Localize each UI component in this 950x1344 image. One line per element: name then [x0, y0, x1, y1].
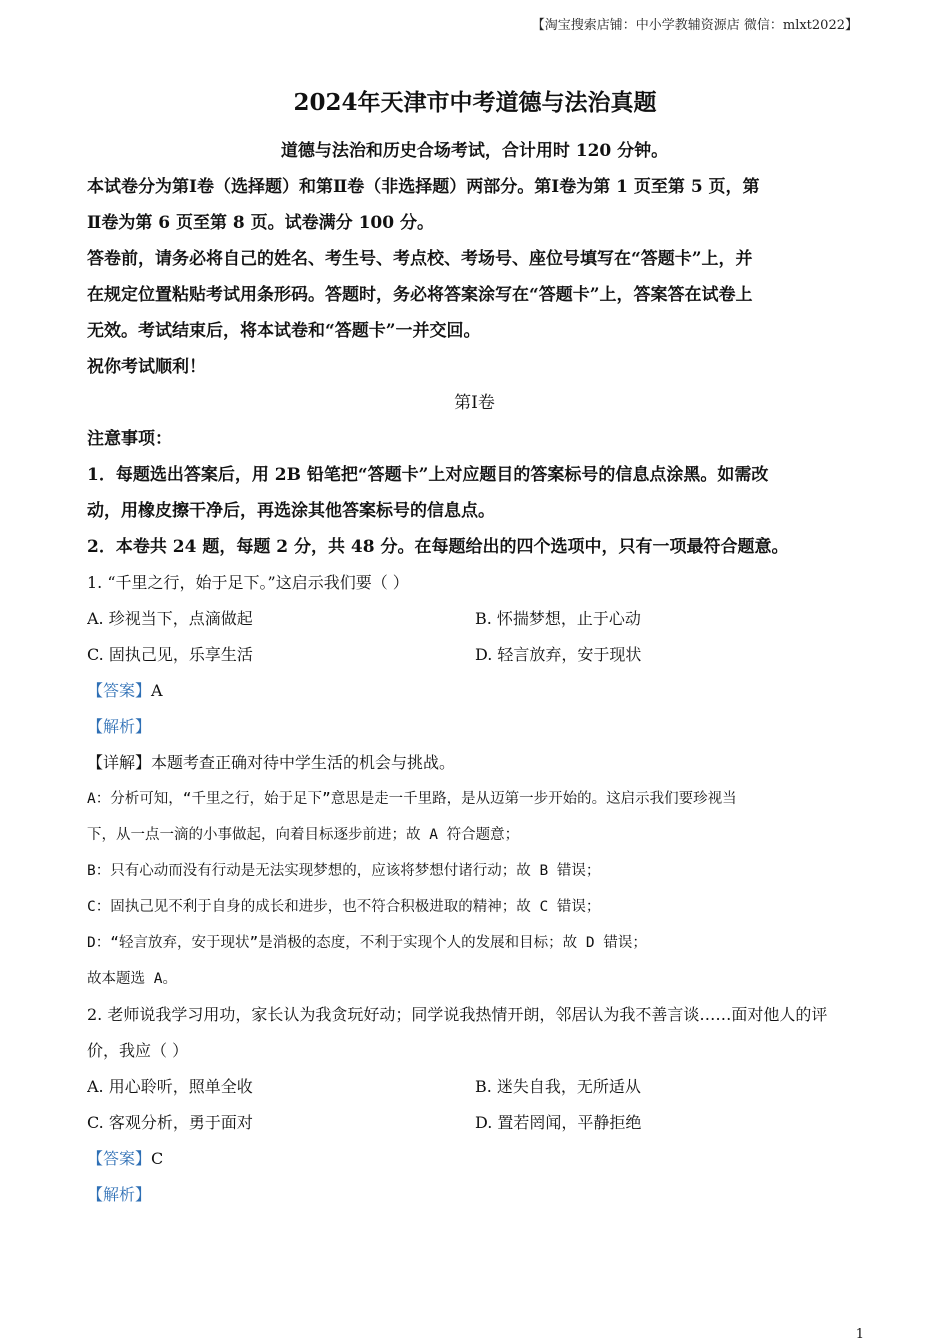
question-1-detail [87, 745, 862, 781]
section-title: 第Ⅰ卷 [454, 393, 495, 413]
notes-item-1-line-2: 动，用橡皮擦干净后，再选涂其他答案标号的信息点。 [87, 501, 495, 521]
notes-item-1-line-1: 1．每题选出答案后，用 2B 铅笔把“答题卡”上对应题目的答案标号的信息点涂黑。如需改 [87, 465, 769, 485]
notes-item-2: 2．本卷共 24 题，每题 2 分，共 48 分。在每题给出的四个选项中，只有一项最符合题意。 [87, 537, 789, 557]
intro-paragraph-1-line-1: 本试卷分为第Ⅰ卷（选择题）和第Ⅱ卷（非选择题）两部分。第Ⅰ卷为第 1 页至第 5 页，第 [87, 177, 760, 197]
question-2-option-a: A. 用心聆听，照单全收 [87, 1077, 253, 1096]
question-1-explain-a-line-1: A：分析可知，“千里之行，始于足下”意思是走一千里路，是从迈第一步开始的。这启示我们要珍视当 [87, 791, 737, 807]
question-1-option-b: B. 怀揣梦想，止于心动 [475, 609, 641, 628]
page-number: 1 [855, 1327, 864, 1342]
exam-time-note: 道德与法治和历史合场考试，合计用时 120 分钟。 [280, 141, 669, 161]
answer-tag: 【答案】 [87, 1149, 152, 1168]
question-2-options-row-1 [87, 1069, 862, 1105]
question-1-options-row-1 [87, 601, 862, 637]
intro-paragraph-1-line-2: Ⅱ卷为第 6 页至第 8 页。试卷满分 100 分。 [87, 213, 434, 233]
intro-paragraph-2-line-1: 答卷前，请务必将自己的姓名、考生号、考点校、考场号、座位号填写在“答题卡”上，并 [87, 249, 753, 269]
header-note: 【淘宝搜索店铺：中小学教辅资源店 微信：mlxt2022】 [531, 18, 858, 33]
question-1-stem: 1. “千里之行，始于足下。”这启示我们要（ ） [87, 573, 409, 592]
document-body [87, 133, 862, 1213]
answer-value: A [151, 681, 163, 700]
question-1-explain-a-line-2: 下，从一点一滴的小事做起，向着目标逐步前进；故 A 符合题意； [87, 827, 520, 843]
question-1-analysis [87, 709, 862, 745]
question-2-analysis [87, 1177, 862, 1213]
question-1-options-row-2 [87, 637, 862, 673]
intro-paragraph-2-line-2: 在规定位置粘贴考试用条形码。答题时，务必将答案涂写在“答题卡”上，答案答在试卷上 [87, 285, 753, 305]
good-luck-wish: 祝你考试顺利！ [87, 357, 206, 377]
question-1-option-a: A. 珍视当下，点滴做起 [87, 609, 253, 628]
answer-tag: 【答案】 [87, 681, 152, 700]
question-1-answer [87, 673, 862, 709]
question-1-option-c: C. 固执己见，乐享生活 [87, 645, 253, 664]
page-title: 2024年天津市中考道德与法治真题 [293, 89, 657, 116]
detail-text: 本题考查正确对待中学生活的机会与挑战。 [151, 753, 456, 772]
question-1-explain-c: C：固执己见不利于自身的成长和进步，也不符合积极进取的精神；故 C 错误； [87, 899, 601, 915]
question-2-option-d: D. 置若罔闻，平静拒绝 [475, 1113, 642, 1132]
intro-paragraph-2-line-3: 无效。考试结束后，将本试卷和“答题卡”一并交回。 [87, 321, 481, 341]
question-1-conclusion: 故本题选 A。 [87, 971, 177, 987]
notes-heading: 注意事项： [87, 429, 172, 449]
analysis-tag: 【解析】 [87, 717, 152, 736]
question-2-option-c: C. 客观分析，勇于面对 [87, 1113, 253, 1132]
question-1-option-d: D. 轻言放弃，安于现状 [475, 645, 642, 664]
detail-tag: 【详解】 [87, 753, 152, 772]
answer-value: C [151, 1149, 164, 1168]
question-2-stem-line-2: 价，我应（ ） [87, 1041, 189, 1060]
analysis-tag: 【解析】 [87, 1185, 152, 1204]
question-2-stem-line-1: 2. 老师说我学习用功，家长认为我贪玩好动；同学说我热情开朗，邻居认为我不善言谈……面对他人的评 [87, 1005, 828, 1024]
question-1-explain-d: D：“轻言放弃，安于现状”是消极的态度，不利于实现个人的发展和目标；故 D 错误； [87, 935, 647, 951]
question-2-option-b: B. 迷失自我，无所适从 [475, 1077, 641, 1096]
question-2-options-row-2 [87, 1105, 862, 1141]
question-2-answer [87, 1141, 862, 1177]
question-1-explain-b: B：只有心动而没有行动是无法实现梦想的，应该将梦想付诸行动；故 B 错误； [87, 863, 601, 879]
